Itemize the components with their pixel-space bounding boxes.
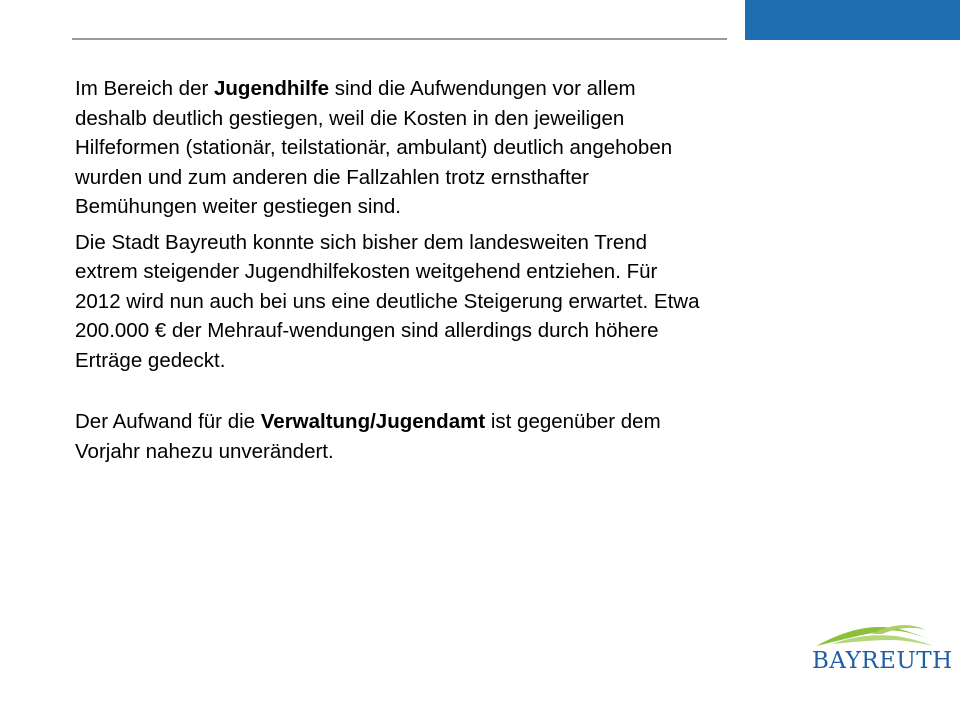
p3-text-start: Der Aufwand für die [75,410,261,433]
header-divider [72,38,727,40]
p1-text-start: Im Bereich der [75,77,214,100]
paragraph-bayreuth-trend: Die Stadt Bayreuth konnte sich bisher dem landesweiten Trend extrem steigender Jugendhilfekosten weitgehend entziehen. Für 2012 wird nun auch bei uns eine deutliche Steigerung erwartet. Etwa 200.000 € der Mehrauf-wendungen sind allerdings durch höhere Erträge gedeckt. [75,230,700,372]
paragraph-jugendhilfe [75,74,700,222]
p1-bold-term: Jugendhilfe [214,77,330,100]
logo-wordmark: BAYREUTH [812,648,953,674]
logo-swoosh-icon [812,620,940,650]
slide-body [75,74,700,466]
p3-text-end: ist gegenüber dem Vorjahr nahezu unverändert. [75,410,661,463]
p3-bold-term: Verwaltung/Jugendamt [260,410,486,433]
paragraph-verwaltung [75,407,700,466]
p1-text-end: sind die Aufwendungen vor allem deshalb deutlich gestiegen, weil die Kosten in den jeweiligen Hilfeformen (stationär, teilstationär, ambulant) deutlich angehoben wurden und zum anderen die Fallzahlen trotz ernsthafter Bemühungen weiter gestiegen sind. [75,77,673,218]
bayreuth-logo [812,620,953,682]
header-accent-block [745,0,960,40]
